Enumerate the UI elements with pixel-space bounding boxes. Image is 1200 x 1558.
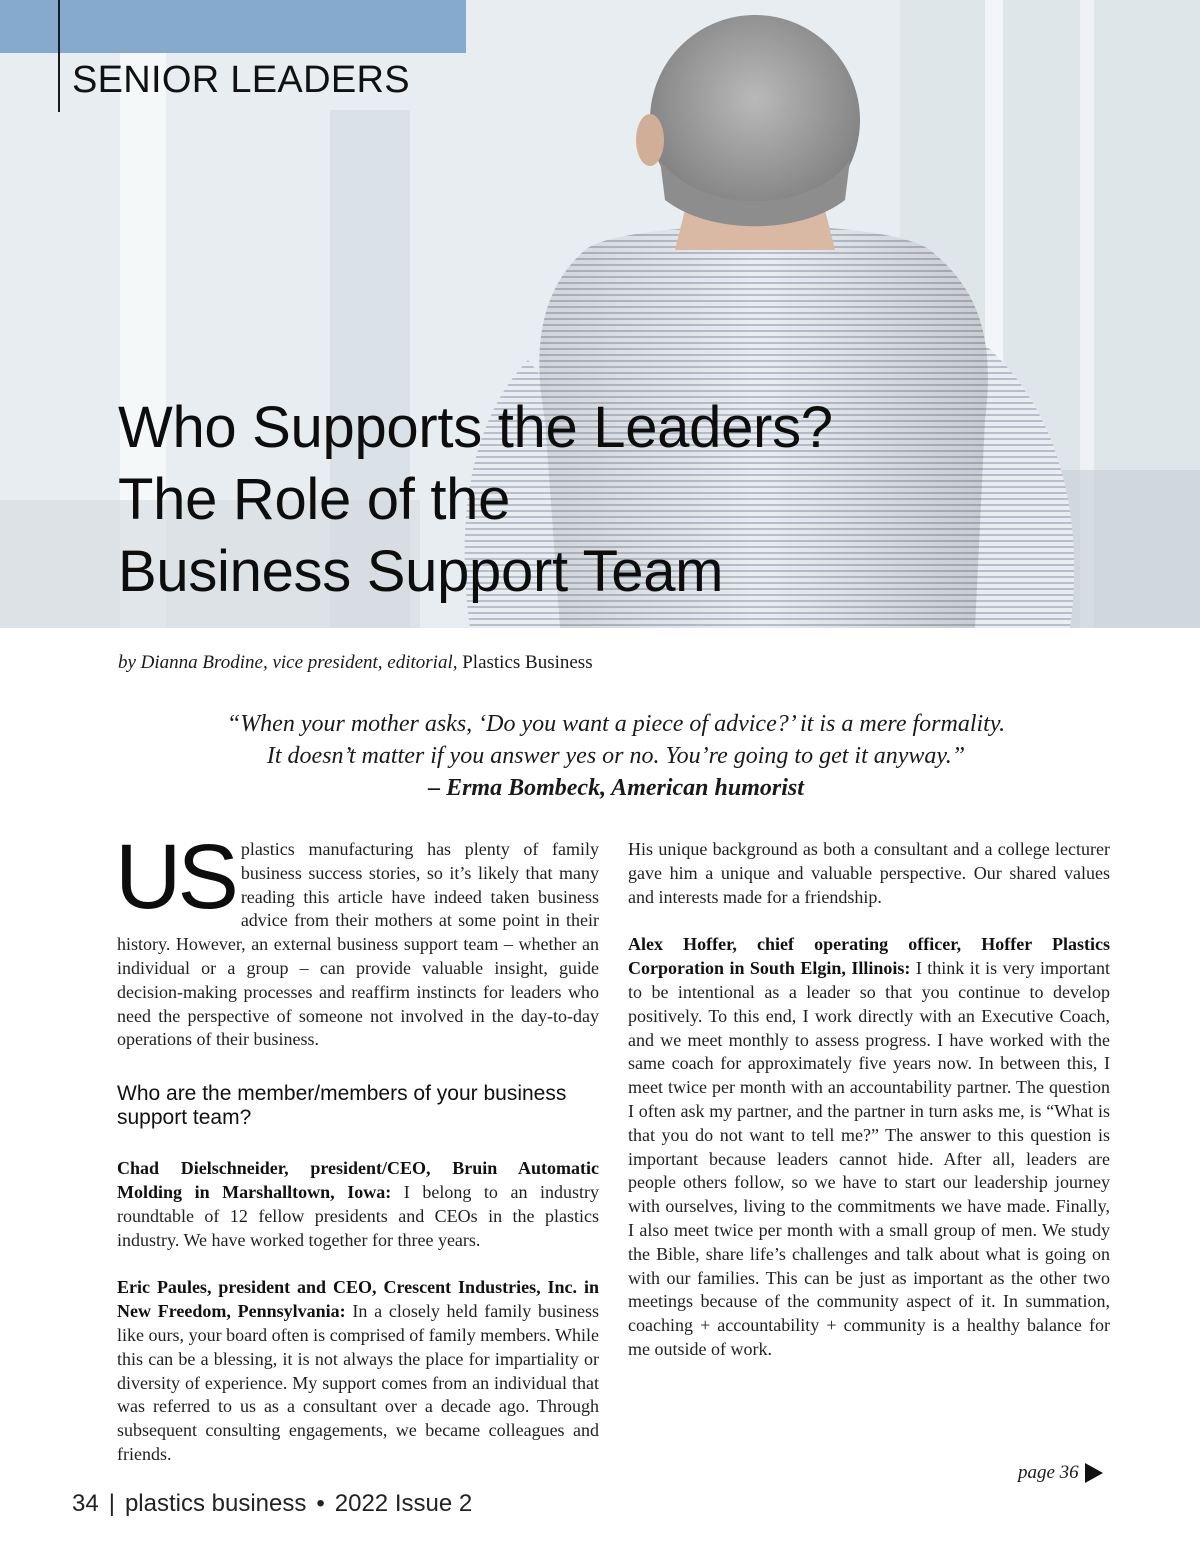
response-paragraph bbox=[628, 933, 1110, 1361]
right-triangle-icon bbox=[1085, 1463, 1103, 1483]
page-number: 34 bbox=[72, 1490, 99, 1517]
response-paragraph bbox=[117, 1157, 599, 1252]
continued-on-link[interactable] bbox=[1018, 1462, 1103, 1484]
headline-line-3: Business Support Team bbox=[118, 539, 724, 604]
intro-paragraph bbox=[115, 826, 599, 1052]
headline-line-1: Who Supports the Leaders? bbox=[118, 395, 833, 460]
section-label: SENIOR LEADERS bbox=[72, 59, 410, 101]
byline-publication: Plastics Business bbox=[462, 652, 593, 673]
drop-cap: US bbox=[115, 826, 235, 928]
section-rule bbox=[58, 0, 60, 112]
byline-author: by Dianna Brodine, vice president, editorial, bbox=[118, 652, 458, 673]
footer-separator: | bbox=[108, 1490, 115, 1517]
page-footer bbox=[72, 1490, 472, 1518]
epigraph-quote bbox=[118, 708, 1114, 804]
quote-line-2: It doesn’t matter if you answer yes or no. You’re going to get it anyway.” bbox=[266, 743, 966, 769]
response-text: His unique background as both a consultant and a college lecturer gave him a unique and valuable perspective. Our shared values and interests made for a friendship. bbox=[628, 839, 1110, 907]
intro-text: plastics manufacturing has plenty of family business success stories, so it’s likely that many reading this article have indeed taken business advice from their mothers at some point in their history. However, an external business support team – whether an individual or a group – can provide valuable insight, guide decision-making processes and reaffirm instincts for leaders who need the perspective of someone not involved in the day-to-day operations of their business. bbox=[117, 839, 599, 1050]
response-speaker: Chad Dielschneider, president/CEO, Bruin Automatic Molding in Marshalltown, Iowa: bbox=[117, 1158, 599, 1202]
response-text: In a closely held family business like ours, your board often is comprised of family members. While this can be a blessing, it is not always the place for impartiality or diversity of experience. My support comes from an individual that was referred to us as a consultant over a decade ago. Through subsequent consulting engagements, we became colleagues and friends. bbox=[117, 1301, 600, 1464]
footer-bullet: • bbox=[316, 1490, 325, 1517]
hero-image bbox=[0, 0, 1200, 628]
headline-line-2: The Role of the bbox=[118, 467, 511, 532]
footer-issue: 2022 Issue 2 bbox=[334, 1490, 473, 1517]
quote-line-1: “When your mother asks, ‘Do you want a piece of advice?’ it is a mere formality. bbox=[226, 711, 1006, 737]
article-column-left bbox=[115, 826, 600, 1491]
continued-label: page 36 bbox=[1018, 1462, 1079, 1483]
article-headline bbox=[118, 392, 833, 608]
section-subhead: Who are the member/members of your business support team? bbox=[117, 1082, 567, 1130]
byline bbox=[118, 650, 593, 676]
section-color-bar bbox=[0, 0, 466, 53]
article-column-right bbox=[628, 838, 1110, 1386]
response-speaker: Eric Paules, president and CEO, Crescent Industries, Inc. in New Freedom, Pennsylvania: bbox=[117, 1277, 599, 1322]
footer-publication: plastics business bbox=[124, 1490, 307, 1517]
response-text: I belong to an industry roundtable of 12 fellow presidents and CEOs in the plastics industry. We have worked together for three years. bbox=[117, 1181, 599, 1250]
quote-attribution: – Erma Bombeck, American humorist bbox=[428, 775, 804, 801]
response-paragraph bbox=[117, 1276, 599, 1466]
response-speaker: Alex Hoffer, chief operating officer, Hoffer Plastics Corporation in South Elgin, Illinois: bbox=[628, 934, 1110, 979]
response-continuation bbox=[628, 838, 1110, 909]
response-text: I think it is very important to be intentional as a leader so that you continue to develop positively. To this end, I work directly with an Executive Coach, and we meet monthly to assess progress. I have worked with the same coach for approximately five years now. In between this, I meet twice per month with an accountability partner. The question I often ask my partner, and the partner in turn asks me, is “What is that you do not want to tell me?” The answer to this question is important because leaders cannot hide. After all, leaders are people others follow, so we have to start our leadership journey with ourselves, living to the commitments we have made. Finally, I also meet twice per month with a small group of men. We study the Bible, share life’s challenges and talk about what is going on with our families. This can be just as important as the other two meetings because of the community aspect of it. In summation, coaching + accountability + community is a healthy balance for me outside of work. bbox=[628, 958, 1111, 1359]
